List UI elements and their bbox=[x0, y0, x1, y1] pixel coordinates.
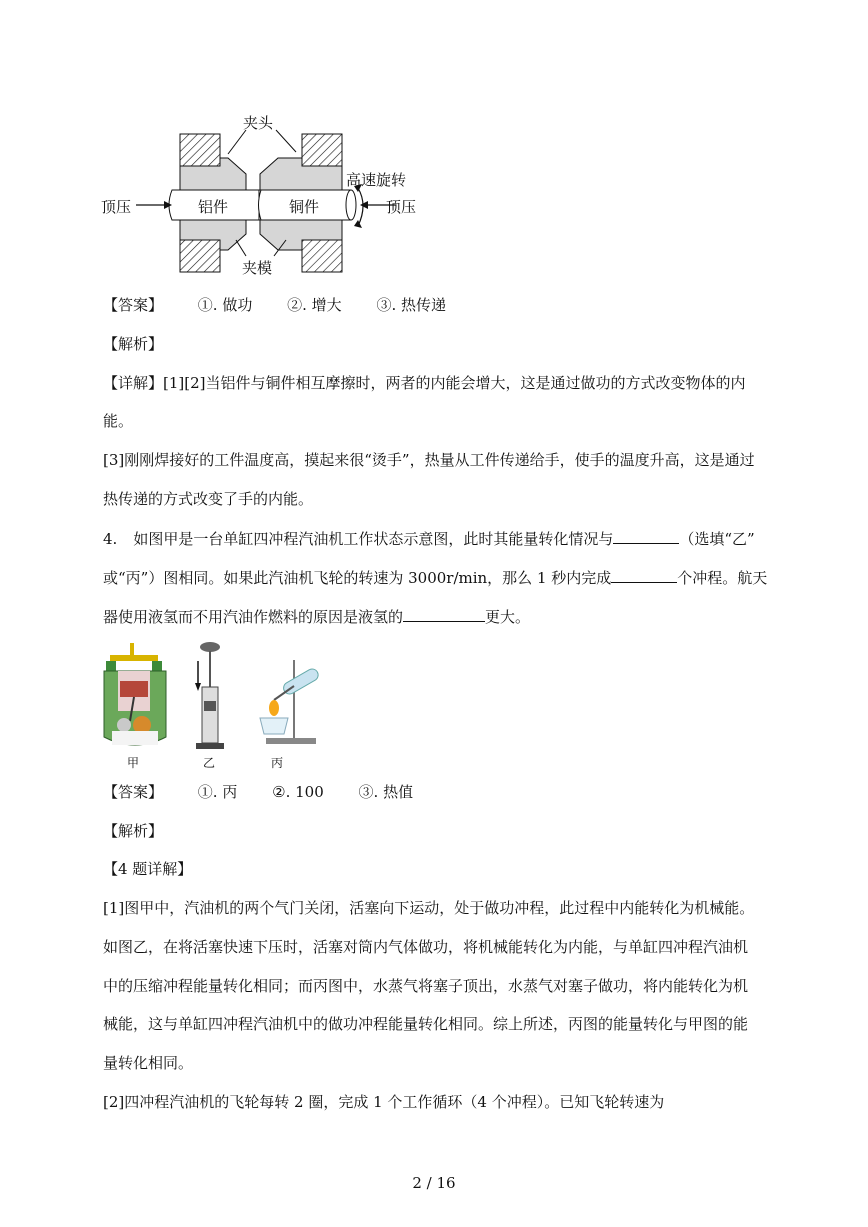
label-lvjian: 铝件 bbox=[198, 198, 229, 216]
q4-text-2: （选填“乙” bbox=[679, 530, 755, 548]
q4-detail-line-4: 械能，这与单缸四冲程汽油机中的做功冲程能量转化相同。综上所述，丙图的能量转化与甲图的能 bbox=[103, 1015, 749, 1033]
label-jiamo: 夹模 bbox=[242, 259, 273, 277]
q4-text-3: 或“丙”）图相同。如果此汽油机飞轮的转速为 3000r/min，那么 1 秒内完成 bbox=[103, 569, 612, 587]
piston-figure-yi bbox=[192, 641, 228, 753]
answer-tag: 【答案】 bbox=[103, 783, 164, 801]
answer-tag: 【答案】 bbox=[103, 296, 164, 314]
answer-item-2: ②. 100 bbox=[272, 783, 324, 801]
q4-blank-3[interactable] bbox=[403, 605, 485, 622]
label-jiatou: 夹头 bbox=[243, 114, 274, 132]
q3-detail-line-4: 热传递的方式改变了手的内能。 bbox=[103, 490, 314, 508]
answer-item-2: ②. 增大 bbox=[287, 296, 342, 314]
label-dingya-left: 顶压 bbox=[101, 198, 132, 216]
q4-question-line-1 bbox=[103, 527, 755, 550]
q4-text-6: 更大。 bbox=[485, 608, 531, 626]
answer-item-3: ③. 热值 bbox=[358, 783, 414, 801]
q4-analysis-heading: 【解析】 bbox=[103, 822, 164, 840]
q4-question-line-3 bbox=[103, 605, 530, 628]
q3-detail-line-2: 能。 bbox=[103, 412, 134, 430]
answer-item-1: ①. 丙 bbox=[197, 783, 238, 801]
q4-blank-1[interactable] bbox=[613, 527, 679, 544]
question-number: 4. bbox=[103, 530, 118, 548]
label-tongjian: 铜件 bbox=[289, 198, 320, 216]
label-bing: 丙 bbox=[271, 756, 284, 770]
friction-welding-figure bbox=[96, 108, 436, 280]
answer-item-3: ③. 热传递 bbox=[376, 296, 446, 314]
label-jia: 甲 bbox=[127, 756, 140, 770]
q4-text-4: 个冲程。航天 bbox=[677, 569, 768, 587]
label-dingya-right: 顶压 bbox=[386, 198, 417, 216]
label-gaosu-rotation: 高速旋转 bbox=[346, 171, 407, 189]
q4-answer-row bbox=[103, 781, 413, 803]
q4-text-5: 器使用液氢而不用汽油作燃料的原因是液氢的 bbox=[103, 608, 404, 626]
answer-item-1: ①. 做功 bbox=[197, 296, 253, 314]
q4-detail-line-2: 如图乙，在将活塞快速下压时，活塞对筒内气体做功，将机械能转化为内能，与单缸四冲程汽油机 bbox=[103, 938, 749, 956]
q3-detail-line-3: [3]刚刚焊接好的工件温度高，摸起来很“烫手”，热量从工件传递给手，使手的温度升高，这是通过 bbox=[103, 451, 755, 469]
q4-blank-2[interactable] bbox=[611, 566, 677, 583]
q3-analysis-heading: 【解析】 bbox=[103, 335, 164, 353]
q4-detail-heading: 【4 题详解】 bbox=[103, 860, 193, 878]
testtube-figure-bing bbox=[252, 656, 324, 750]
engine-figure-jia bbox=[102, 641, 168, 753]
q4-detail-line-6: [2]四冲程汽油机的飞轮每转 2 圈，完成 1 个工作循环（4 个冲程）。已知飞轮转速为 bbox=[103, 1093, 665, 1111]
q4-detail-line-5: 量转化相同。 bbox=[103, 1054, 194, 1072]
q4-detail-line-1: [1]图甲中，汽油机的两个气门关闭，活塞向下运动，处于做功冲程，此过程中内能转化为机械能。 bbox=[103, 899, 755, 917]
q3-detail-line-1: 【详解】[1][2]当铝件与铜件相互摩擦时，两者的内能会增大，这是通过做功的方式改变物体的内 bbox=[103, 374, 746, 392]
q4-detail-line-3: 中的压缩冲程能量转化相同；而丙图中，水蒸气将塞子顶出，水蒸气对塞子做功，将内能转化为机 bbox=[103, 977, 749, 995]
q3-answer-row bbox=[103, 294, 446, 316]
label-yi: 乙 bbox=[203, 756, 216, 770]
page-number: 2 / 16 bbox=[412, 1174, 456, 1192]
q4-text-1: 如图甲是一台单缸四冲程汽油机工作状态示意图，此时其能量转化情况与 bbox=[133, 530, 614, 548]
q4-question-line-2 bbox=[103, 566, 767, 589]
